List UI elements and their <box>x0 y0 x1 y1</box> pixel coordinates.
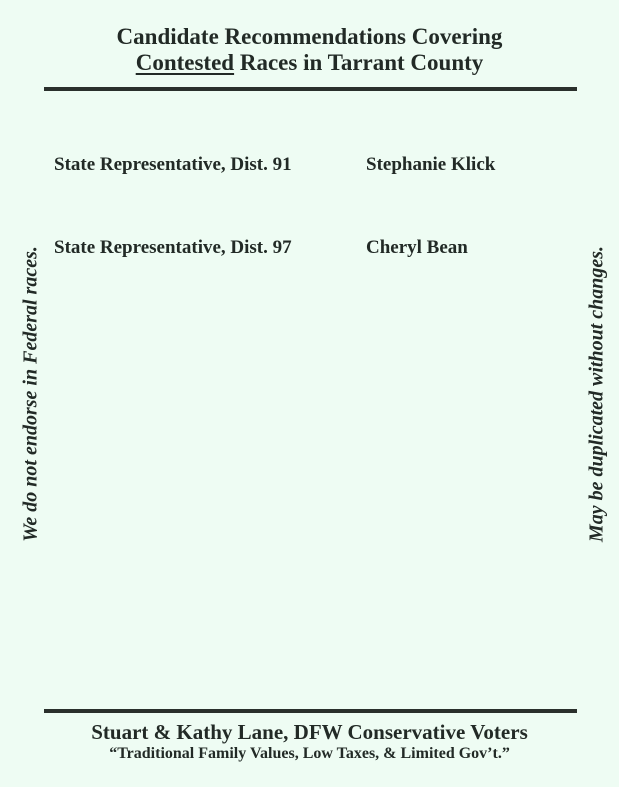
title-line-1: Candidate Recommendations Covering <box>116 24 503 49</box>
footer-organization: Stuart & Kathy Lane, DFW Conservative Voters <box>91 720 528 744</box>
footer-motto: “Traditional Family Values, Low Taxes, & Limited Gov’t.” <box>109 745 510 762</box>
candidate-name: Cheryl Bean <box>366 237 468 258</box>
bottom-divider <box>44 709 577 713</box>
title-line-2 <box>0 50 619 76</box>
page-title <box>0 24 619 76</box>
office-label: State Representative, Dist. 97 <box>54 237 292 258</box>
title-line-2-rest: Races in Tarrant County <box>234 50 484 75</box>
right-side-note: May be duplicated without changes. <box>585 245 608 543</box>
title-underlined-word: Contested <box>135 50 235 75</box>
footer <box>0 720 619 764</box>
top-divider <box>44 87 577 91</box>
candidate-name: Stephanie Klick <box>366 154 496 175</box>
left-side-note: We do not endorse in Federal races. <box>19 246 42 542</box>
office-label: State Representative, Dist. 91 <box>54 154 292 175</box>
